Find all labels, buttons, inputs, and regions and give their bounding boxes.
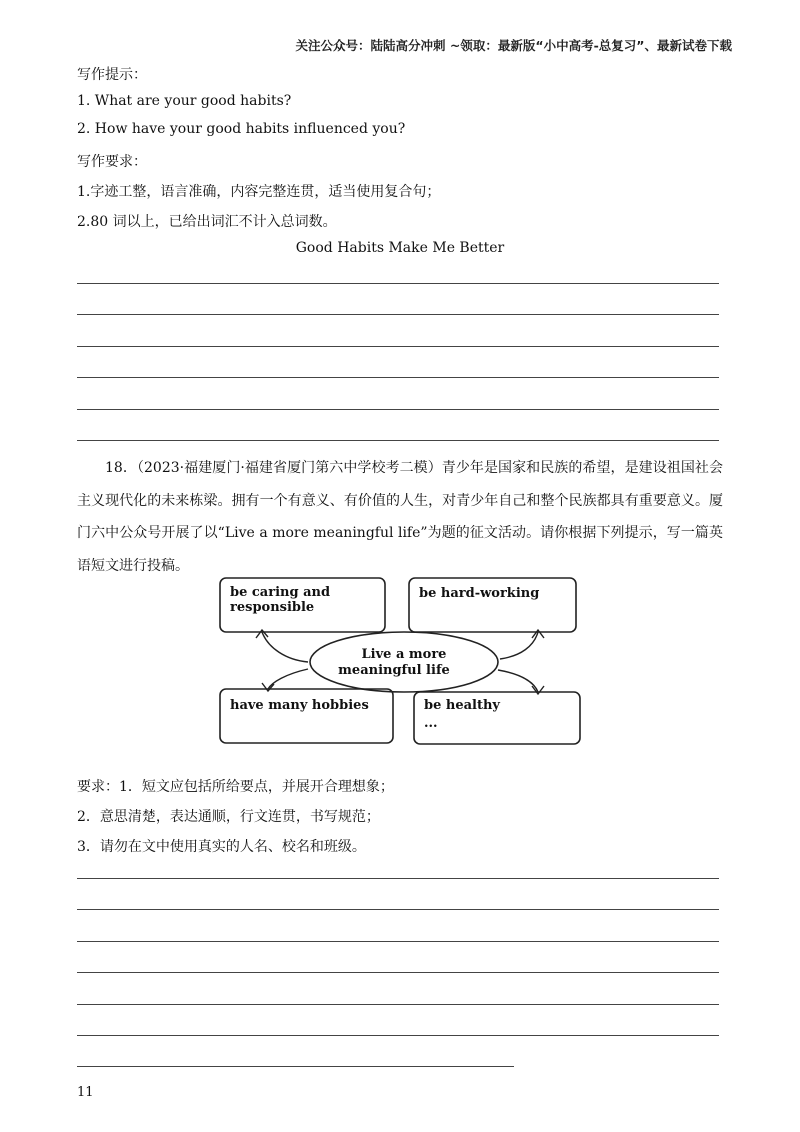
box-hobbies-text: have many hobbies [230,698,369,713]
mind-map-diagram [216,574,584,750]
writing-line [77,1004,719,1005]
task18-requirement-3: 3．请勿在文中使用真实的人名、校名和班级。 [77,839,366,855]
arrow-to-hobbies [268,669,308,689]
task18-requirement-1: 要求：1．短文应包括所给要点，并展开合理想象； [77,779,394,795]
writing-line [77,314,719,315]
requirement-title: 写作要求： [77,154,147,170]
writing-line [77,941,719,942]
question-18-paragraph: 18．（2023·福建厦门·福建省厦门第六中学校考二模）青少年是国家和民族的希望，是建设祖国社会主义现代化的未来栋梁。拥有一个有意义、有价值的人生，对青少年自己和整个民族都具有重要意义。厦门六中公众号开展了以“Live a more meaningful life”为题的征文活动。请你根据下列提示，写一篇英语短文进行投稿。 [77,460,723,574]
center-line1: Live a more [361,647,447,662]
requirement-1: 1.字迹工整，语言准确，内容完整连贯，适当使用复合句； [77,184,441,200]
writing-line [77,909,719,910]
writing-line [77,440,719,441]
hint-2: 2. How have your good habits influenced you? [77,121,406,137]
hint-title: 写作提示： [77,67,147,83]
writing-line [77,409,719,410]
arrow-to-hard-working [500,632,538,659]
box-hard-working-text: be hard-working [419,586,540,601]
page-number: 11 [77,1085,94,1100]
box-caring-line2: responsible [230,600,315,615]
center-ellipse [310,632,498,692]
arrow-to-healthy [498,670,538,692]
arrow-to-caring [262,632,308,662]
writing-line [77,878,719,879]
writing-line [77,1035,719,1036]
writing-line [77,377,719,378]
essay-title: Good Habits Make Me Better [295,240,505,256]
requirement-2: 2.80 词以上，已给出词汇不计入总词数。 [77,214,337,230]
writing-line [77,283,719,284]
writing-line-short [77,1066,514,1067]
center-line2: meaningful life [338,663,450,678]
task18-requirement-2: 2．意思清楚，表达通顺，行文连贯，书写规范； [77,809,380,825]
writing-line [77,346,719,347]
hint-1: 1. What are your good habits? [77,93,292,109]
box-caring-line1: be caring and [230,585,331,600]
writing-line [77,972,719,973]
page-header: 关注公众号：陆陆高分冲刺 ~领取：最新版“小中高考-总复习”、最新试卷下载 [295,38,732,53]
box-healthy-line1: be healthy [424,698,500,713]
box-healthy-line2: ... [424,716,438,731]
